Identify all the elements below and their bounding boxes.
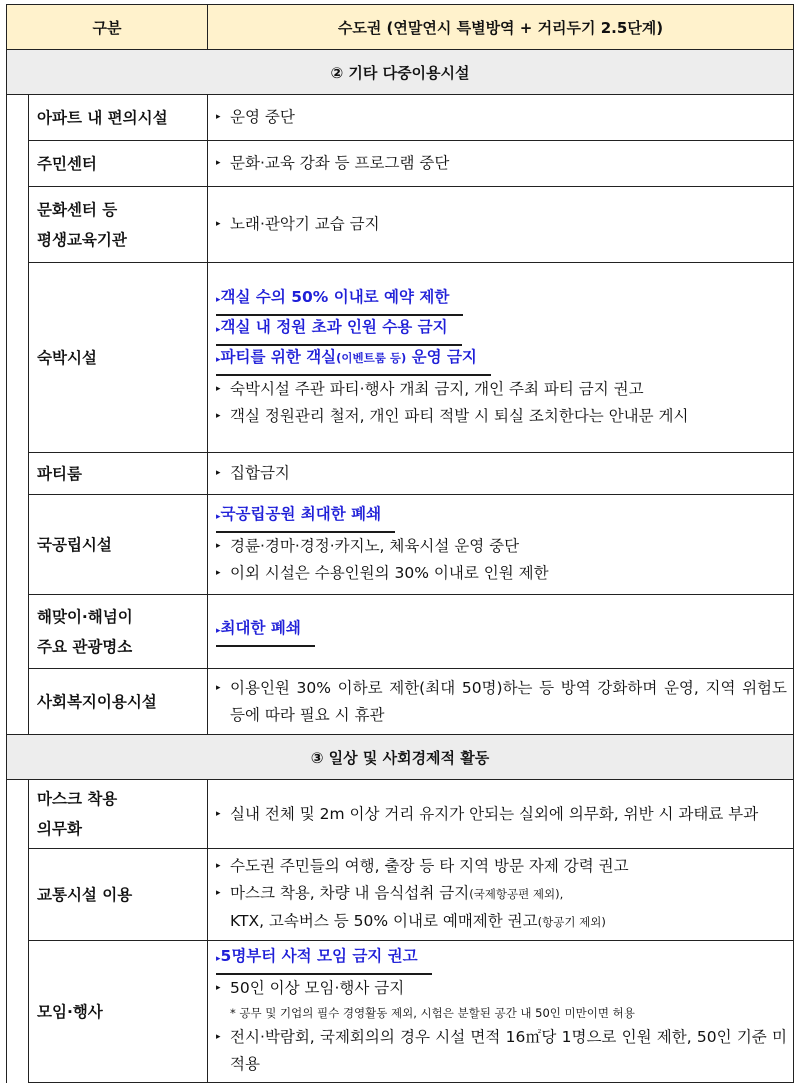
table-row xyxy=(7,669,794,735)
indent-column xyxy=(7,780,29,1083)
row-content: ▸ 수도권 주민들의 여행, 출장 등 타 지역 방문 자제 강력 권고 ▸ 마스크 착용, 차량 내 음식섭취 금지(국제항공편 제외), KTX, 고속버스 등 50% 이내로 예매제한 권고(항공기 제외) xyxy=(208,849,794,941)
table-row xyxy=(7,780,794,849)
bullet-icon: ▸ xyxy=(216,682,221,693)
row-content: ▸5명부터 사적 모임 금지 권고 ▸ 50인 이상 모임·행사 금지 * 공무 및 기업의 필수 경영활동 제외, 시험은 분할된 공간 내 50인 미만이면 허용 ▸ 전시·박람회, 국제회의의 경우 시설 면적 16㎡당 1명으로 인원 제한, 50인 기준 미적용 xyxy=(208,941,794,1083)
header-region: 수도권 (연말연시 특별방역 + 거리두기 2.5단계) xyxy=(208,5,794,50)
row-label: 모임·행사 xyxy=(29,941,208,1083)
row-label: 사회복지이용시설 xyxy=(29,669,208,735)
bullet-icon: ▸ xyxy=(216,219,221,229)
row-label: 숙박시설 xyxy=(29,263,208,453)
bullet-icon: ▸ xyxy=(216,808,221,819)
row-label: 국공립시설 xyxy=(29,495,208,595)
table-row xyxy=(7,453,794,495)
table-row xyxy=(7,187,794,263)
highlight-text: 객실 수의 50% 이내로 예약 제한 xyxy=(220,287,450,306)
row-label: 아파트 내 편의시설 xyxy=(29,95,208,141)
bullet-icon: ▸ xyxy=(216,1032,221,1042)
section-heading xyxy=(7,50,794,95)
bullet-icon: ▸ xyxy=(216,158,221,168)
bullet-icon: ▸ xyxy=(216,983,221,993)
bullet-icon: ▸ xyxy=(216,888,221,898)
bullet-icon: ▸ xyxy=(216,954,221,964)
highlight-text: 5명부터 사적 모임 금지 권고 xyxy=(220,947,418,965)
highlight-text: 국공립공원 최대한 폐쇄 xyxy=(220,504,382,523)
highlight-text: 최대한 폐쇄 xyxy=(220,618,301,637)
bullet-icon: ▸ xyxy=(216,567,221,578)
row-content: ▸ 이용인원 30% 이하로 제한(최대 50명)하는 등 방역 강화하며 운영, 지역 위험도 등에 따라 필요 시 휴관 xyxy=(208,669,794,735)
section-title: ② 기타 다중이용시설 xyxy=(7,50,794,95)
bullet-icon: ▸ xyxy=(216,625,221,636)
bullet-icon: ▸ xyxy=(216,294,221,305)
header-row xyxy=(7,5,794,50)
row-label: 문화센터 등 평생교육기관 xyxy=(29,187,208,263)
header-category: 구분 xyxy=(7,5,208,50)
row-content: ▸ 문화·교육 강좌 등 프로그램 중단 xyxy=(208,141,794,187)
row-content xyxy=(208,595,794,669)
section-title: ③ 일상 및 사회경제적 활동 xyxy=(7,735,794,780)
row-content: ▸객실 수의 50% 이내로 예약 제한 ▸객실 내 정원 초과 인원 수용 금지 ▸파티를 위한 객실(이벤트룸 등) 운영 금지 ▸ 숙박시설 주관 파티·행사 개최 금지, 개인 주최 파티 금지 권고 ▸ 객실 정원관리 철저, 개인 파티 적발 시 퇴실 조치한다는 안내문 게시 xyxy=(208,263,794,453)
table-row xyxy=(7,263,794,453)
row-label: 해맞이·해넘이 주요 관광명소 xyxy=(29,595,208,669)
table-row xyxy=(7,941,794,1083)
table-row xyxy=(7,95,794,141)
table-row xyxy=(7,849,794,941)
bullet-icon: ▸ xyxy=(216,354,221,365)
row-label: 파티룸 xyxy=(29,453,208,495)
row-content: ▸ 운영 중단 xyxy=(208,95,794,141)
bullet-icon: ▸ xyxy=(216,324,221,335)
row-label: 주민센터 xyxy=(29,141,208,187)
row-content: ▸ 실내 전체 및 2m 이상 거리 유지가 안되는 실외에 의무화, 위반 시 과태료 부과 xyxy=(208,780,794,849)
section-heading xyxy=(7,735,794,780)
quarantine-rules-table xyxy=(6,4,794,1083)
bullet-icon: ▸ xyxy=(216,540,221,551)
indent-column xyxy=(7,95,29,735)
row-content: ▸ 집합금지 xyxy=(208,453,794,495)
row-content: ▸국공립공원 최대한 폐쇄 ▸ 경륜·경마·경정·카지노, 체육시설 운영 중단 ▸ 이외 시설은 수용인원의 30% 이내로 인원 제한 xyxy=(208,495,794,595)
bullet-icon: ▸ xyxy=(216,468,221,478)
bullet-icon: ▸ xyxy=(216,383,221,394)
table-row xyxy=(7,141,794,187)
bullet-icon: ▸ xyxy=(216,511,221,522)
bullet-icon: ▸ xyxy=(216,410,221,421)
row-content: ▸ 노래·관악기 교습 금지 xyxy=(208,187,794,263)
bullet-icon: ▸ xyxy=(216,112,221,122)
table-row xyxy=(7,595,794,669)
highlight-text: 객실 내 정원 초과 인원 수용 금지 xyxy=(220,317,448,336)
bullet-icon: ▸ xyxy=(216,861,221,871)
row-label: 교통시설 이용 xyxy=(29,849,208,941)
table-row xyxy=(7,495,794,595)
row-label: 마스크 착용 의무화 xyxy=(29,780,208,849)
footnote: * 공무 및 기업의 필수 경영활동 제외, 시험은 분할된 공간 내 50인 미만이면 허용 xyxy=(230,1006,635,1020)
